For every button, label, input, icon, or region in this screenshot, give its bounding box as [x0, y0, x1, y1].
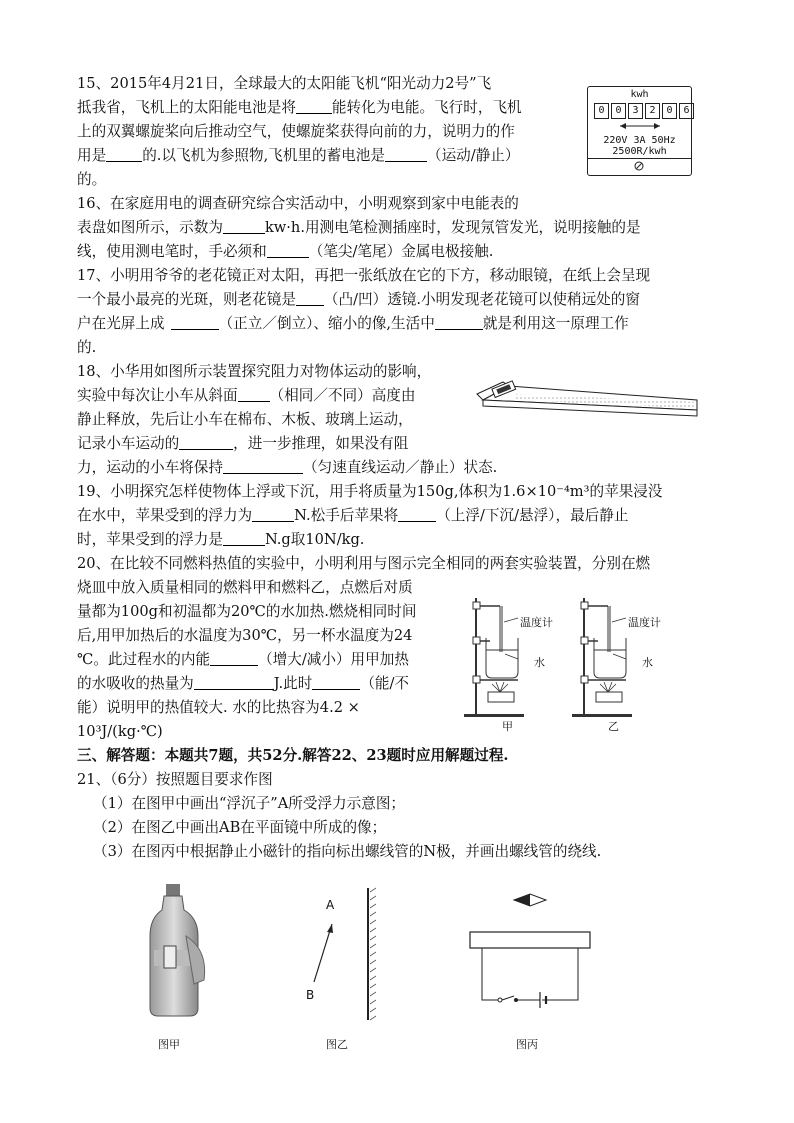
- q19-line2: [77, 504, 707, 528]
- q17-text: 就是利用这一原理工作: [482, 315, 629, 332]
- figure-caption-jia: 图甲: [158, 1038, 180, 1051]
- q15-text: 用是: [77, 147, 107, 164]
- q19-line1: 19、小明探究怎样使物体上浮或下沉，用手将质量为150g,体积为1.6×10⁻⁴m³的苹果浸没: [77, 483, 663, 500]
- q15-line5: 的。: [77, 171, 107, 188]
- apparatus-caption-yi: 乙: [608, 720, 619, 733]
- q18-text: （相同／不同）高度由: [269, 387, 416, 404]
- incline-cart-figure: [475, 376, 700, 424]
- point-b-label: B: [306, 988, 315, 1002]
- figure-caption-bing: 图丙: [516, 1038, 538, 1051]
- meter-digits: [594, 103, 694, 119]
- q20-line1: 20、在比较不同燃料热值的实验中，小明利用与图示完全相同的两套实验装置，分别在燃: [77, 555, 651, 572]
- q16-line2: [77, 216, 707, 240]
- meter-spec: 220V 3A 50Hz: [603, 135, 676, 146]
- q17-blank1[interactable]: [296, 291, 324, 306]
- q18-text: （匀速直线运动／静止）状态.: [302, 459, 498, 476]
- q19-text: （上浮/下沉/悬浮），最后静止: [436, 507, 629, 524]
- thermometer-label: 温度计: [520, 616, 553, 629]
- q20-line6: [77, 672, 457, 696]
- q15-blank1[interactable]: [296, 99, 332, 114]
- figure-caption-yi: 图乙: [326, 1038, 348, 1051]
- thermometer-label: 温度计: [628, 616, 661, 629]
- q21-sub2: （2）在图乙中画出AB在平面镜中所成的像；: [93, 819, 387, 836]
- q20-line8: 10³J/(kg·℃): [77, 723, 163, 740]
- q15-line3: 上的双翼螺旋桨向后推动空气，使螺旋桨获得向前的力，说明力的作: [77, 123, 515, 140]
- q20-text: （能/不: [360, 675, 410, 692]
- q20-text: ℃。此过程水的内能: [77, 651, 211, 668]
- meter-digit: 3: [628, 103, 643, 119]
- q15-line1: 15、2015年4月21日，全球最大的太阳能飞机“阳光动力2号”飞: [77, 75, 492, 92]
- q19-line3: [77, 528, 707, 552]
- q15-text: 抵我省，飞机上的太阳能电池是将: [77, 99, 296, 116]
- q18-blank1[interactable]: [238, 387, 270, 402]
- q19-text: 在水中，苹果受到的浮力为: [77, 507, 253, 524]
- q19-blank3[interactable]: [223, 531, 265, 546]
- q17-blank2[interactable]: [171, 315, 219, 330]
- q15-blank2[interactable]: [106, 147, 142, 162]
- water-label: 水: [534, 656, 545, 669]
- q18-line4: [77, 432, 557, 456]
- apparatus-caption-jia: 甲: [502, 720, 513, 733]
- q20-blank1[interactable]: [210, 651, 258, 666]
- meter-screw-icon: [634, 161, 644, 171]
- q17-text: 户在光屏上成: [77, 315, 165, 332]
- q17-text: （凸/凹）透镜.小明发现老花镜可以使稍远处的窗: [323, 291, 640, 308]
- meter-unit: kwh: [630, 89, 649, 100]
- q20-line4: 后,用甲加热后的水温度为30℃，另一杯水温度为24: [77, 627, 413, 644]
- q20-line3: 量都为100g和初温都为20℃的水加热.燃烧相同时间: [77, 603, 417, 620]
- q18-line1: 18、小华用如图所示装置探究阻力对物体运动的影响，: [77, 363, 432, 380]
- q20-line2: 烧皿中放入质量相同的燃料甲和燃料乙，点燃后对质: [77, 579, 413, 596]
- q18-text: 实验中每次让小车从斜面: [77, 387, 238, 404]
- section-heading: 三、解答题：本题共7题，共52分.解答22、23题时应用解题过程.: [77, 747, 509, 764]
- q20-text: 的水吸收的热量为: [77, 675, 194, 692]
- meter-digit: 0: [611, 103, 626, 119]
- q18-text: 力，运动的小车将保持: [77, 459, 223, 476]
- q16-line3: [77, 240, 707, 264]
- q20-line7: 能）说明甲的热值较大. 水的比热容为4.2 ×: [77, 699, 360, 716]
- plane-mirror-figure: [300, 884, 380, 1024]
- q19-text: N.松手后苹果将: [294, 507, 399, 524]
- electricity-meter-figure: [587, 86, 692, 176]
- q16-blank2[interactable]: [267, 243, 309, 258]
- meter-rate: 2500R/kwh: [612, 146, 667, 157]
- meter-dial-icon: [618, 121, 662, 131]
- q16-text: 表盘如图所示，示数为: [77, 219, 223, 236]
- q15-text: （运动/静止）: [426, 147, 520, 164]
- q15-blank3[interactable]: [385, 147, 427, 162]
- q19-text: 时，苹果受到的浮力是: [77, 531, 223, 548]
- q17-line2: [77, 288, 707, 312]
- q15-text: 能转化为电能。飞行时，飞机: [331, 99, 522, 116]
- q16-text: （笔尖/笔尾）金属电极接触.: [308, 243, 494, 260]
- water-label: 水: [642, 656, 653, 669]
- meter-digit: 2: [645, 103, 660, 119]
- cartesian-diver-bottle-figure: [140, 880, 215, 1020]
- q18-line3: 静止释放，先后让小车在棉布、木板、玻璃上运动，: [77, 411, 413, 428]
- q19-blank1[interactable]: [252, 507, 294, 522]
- solenoid-circuit-figure: [460, 884, 600, 1014]
- q20-blank3[interactable]: [312, 675, 360, 690]
- q20-text: （增大/减小）用甲加热: [258, 651, 409, 668]
- q15-line2: [77, 96, 557, 120]
- q17-text: 一个最小最亮的光斑，则老花镜是: [77, 291, 296, 308]
- q18-blank2[interactable]: [179, 435, 233, 450]
- q16-text: kw·h.用测电笔检测插座时，发现氖管发光，说明接触的是: [264, 219, 641, 236]
- q18-blank3[interactable]: [223, 459, 303, 474]
- meter-divider: [588, 158, 691, 159]
- q21-sub1: （1）在图甲中画出“浮沉子”A所受浮力示意图；: [93, 795, 406, 812]
- q17-line4: 的.: [77, 339, 97, 356]
- q17-text: （正立／倒立）、缩小的像,生活中: [218, 315, 435, 332]
- q20-text: J.此时: [273, 675, 313, 692]
- q17-blank3[interactable]: [435, 315, 483, 330]
- q17-line3: [77, 312, 707, 336]
- q18-text: ，进一步推理，如果没有阻: [233, 435, 409, 452]
- q15-text: 的.以飞机为参照物,飞机里的蓄电池是: [142, 147, 385, 164]
- q16-line1: 16、在家庭用电的调查研究综合实活动中，小明观察到家中电能表的: [77, 195, 519, 212]
- q21-line1: 21、（6分）按照题目要求作图: [77, 771, 273, 788]
- q20-line5: [77, 648, 457, 672]
- q18-line5: [77, 456, 707, 480]
- q18-text: 记录小车运动的: [77, 435, 180, 452]
- meter-digit: 0: [594, 103, 609, 119]
- meter-digit: 0: [662, 103, 677, 119]
- q21-sub3: （3）在图丙中根据静止小磁针的指向标出螺线管的N极，并画出螺线管的绕线.: [93, 843, 602, 860]
- q20-blank2[interactable]: [194, 675, 274, 690]
- q16-blank1[interactable]: [223, 219, 265, 234]
- q15-line4: [77, 144, 557, 168]
- point-a-label: A: [326, 898, 335, 912]
- q16-text: 线，使用测电笔时，手必须和: [77, 243, 267, 260]
- meter-digit-fraction: 6: [679, 103, 694, 119]
- q19-blank2[interactable]: [398, 507, 436, 522]
- fuel-heating-apparatus-figure: [460, 592, 700, 732]
- q17-line1: 17、小明用爷爷的老花镜正对太阳，再把一张纸放在它的下方，移动眼镜，在纸上会呈现: [77, 267, 651, 284]
- q19-text: N.g取10N/kg.: [264, 531, 365, 548]
